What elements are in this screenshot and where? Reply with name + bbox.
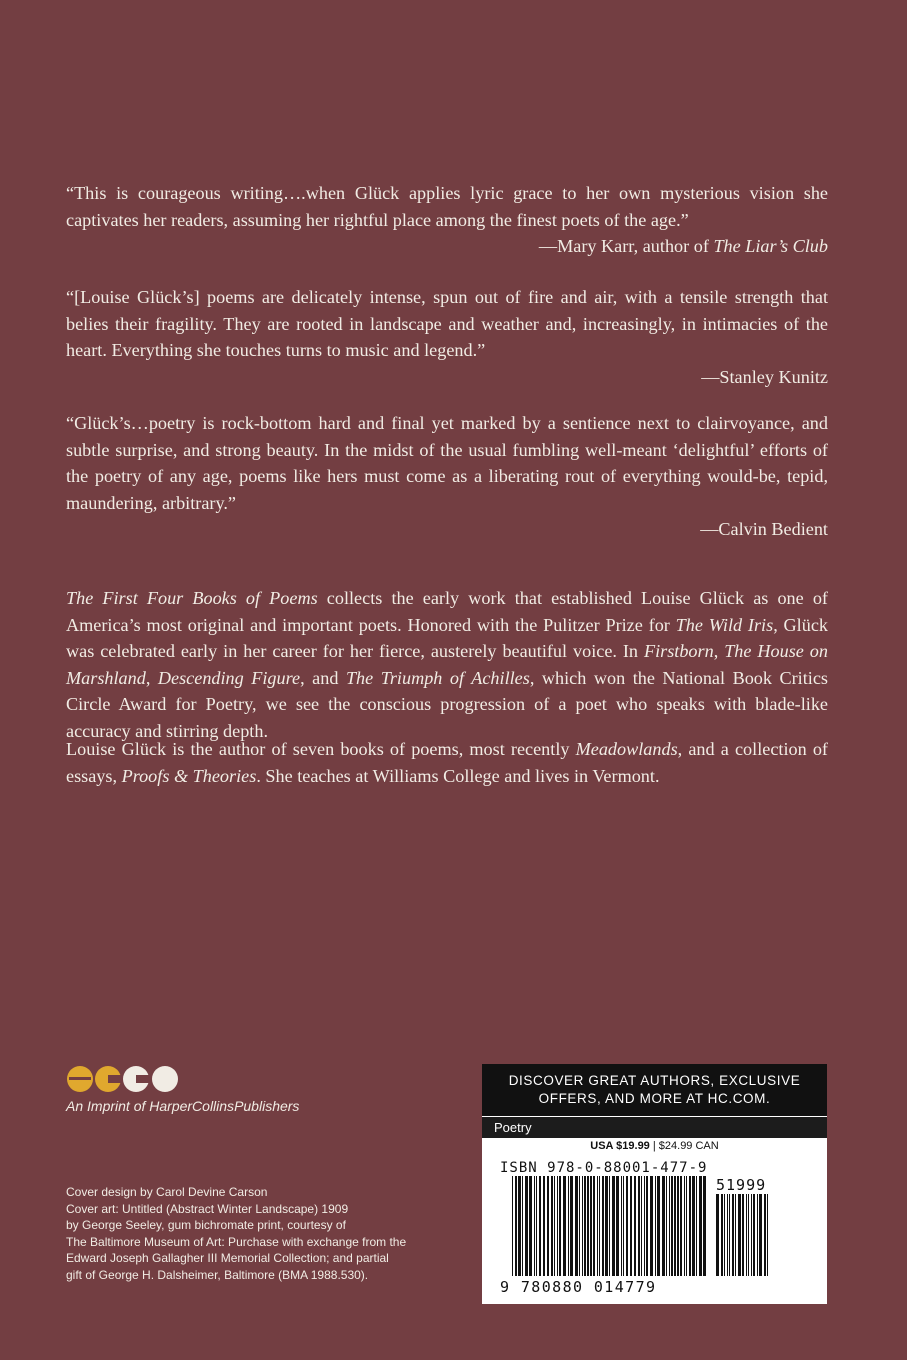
barcode-bar [757, 1194, 758, 1276]
promo-banner [482, 1064, 827, 1116]
barcode-bar [605, 1176, 608, 1276]
barcode-bar [767, 1194, 768, 1276]
book-title: Proofs & Theories [121, 765, 257, 786]
book-description [66, 585, 828, 744]
isbn-label: ISBN 978-0-88001-477-9 [500, 1160, 708, 1176]
barcode-bar [753, 1194, 755, 1276]
barcode-bar [599, 1176, 600, 1276]
barcode-bar [609, 1176, 610, 1276]
quote-text: “[Louise Glück’s] poems are delicately intense, spun out of fire and air, with a tensile strength that belies their fragility. They are rooted in landscape and weather and, increasingly, in intimacies of the heart. Everything she touches turns to music and legend.” [66, 287, 828, 360]
barcode-bar [568, 1176, 569, 1276]
barcode-bar [641, 1176, 642, 1276]
imprint-text: An Imprint of HarperCollins [66, 1098, 235, 1114]
barcode-bar [547, 1176, 549, 1276]
barcode-bar [584, 1176, 586, 1276]
addon-barcode [716, 1194, 772, 1276]
ecco-logo [66, 1064, 182, 1094]
ean-digits: 9 780880 014779 [500, 1278, 657, 1296]
barcode-bar [518, 1176, 521, 1276]
barcode-bar [746, 1194, 747, 1276]
barcode-bar [684, 1176, 685, 1276]
description-paragraph [66, 585, 828, 744]
barcode-bar [689, 1176, 691, 1276]
barcode-bar [764, 1194, 766, 1276]
barcode-bar [543, 1176, 545, 1276]
barcode-bar [666, 1176, 667, 1276]
barcode-bar [587, 1176, 589, 1276]
barcode-bar [738, 1194, 741, 1276]
book-title: Descending Figure [157, 667, 301, 688]
barcode-bar [515, 1176, 517, 1276]
barcode-bar [692, 1176, 695, 1276]
barcode-bar [551, 1176, 553, 1276]
bio-text: . She teaches at Williams College and lives in Vermont. [256, 765, 660, 786]
bio-text: Louise Glück is the author of seven books of poems, most recently [66, 739, 576, 759]
barcode-bar [634, 1176, 636, 1276]
barcode-bar [579, 1176, 580, 1276]
barcode-bar [593, 1176, 595, 1276]
barcode-bar [716, 1194, 719, 1276]
quote-text: “Glück’s…poetry is rock-bottom hard and final yet marked by a sentience next to clairvoyance, and subtle surprise, and strong beauty. In the midst of the usual fumbling well-meant ‘delightful’ efforts of the poetry of any age, poems like hers must come as a liberating rout of everything would-be, tepid, maundering, arbitrary.” [66, 413, 828, 513]
barcode-bar [534, 1176, 535, 1276]
attribution-book-title: The Liar’s Club [713, 236, 828, 256]
barcode-bar [563, 1176, 566, 1276]
barcode-bar [669, 1176, 670, 1276]
barcode-bar [729, 1194, 730, 1276]
bio-paragraph [66, 736, 828, 789]
bio-text: , and a collection of essays, [66, 739, 828, 786]
credit-line: Cover art: Untitled (Abstract Winter Landscape) 1909 [66, 1201, 349, 1216]
imprint-publishers: Publishers [234, 1098, 300, 1114]
barcode-bar [570, 1176, 573, 1276]
barcode-bar [602, 1176, 604, 1276]
description-text: , [145, 667, 158, 688]
quote-stanley-kunitz [66, 284, 828, 390]
quote-calvin-bedient [66, 410, 828, 543]
barcode-bar [655, 1176, 656, 1276]
barcode-bar [638, 1176, 640, 1276]
barcode-bar [703, 1176, 706, 1276]
quote-attribution: —Calvin Bedient [700, 519, 828, 539]
barcode-bar [626, 1176, 628, 1276]
description-text: , [713, 641, 725, 661]
barcode-bar [557, 1176, 558, 1276]
barcode-bar [646, 1176, 648, 1276]
ecco-logo-icon [66, 1064, 182, 1094]
barcode-bar [680, 1176, 682, 1276]
barcode-bar [536, 1176, 537, 1276]
credit-line: gift of George H. Dalsheimer, Baltimore (BMA 1988.530). [66, 1267, 369, 1282]
promo-line: DISCOVER GREAT AUTHORS, EXCLUSIVE [508, 1073, 801, 1088]
credit-line: Cover design by Carol Devine Carson [66, 1185, 268, 1199]
barcode-bar [554, 1176, 555, 1276]
quote-attribution [66, 233, 828, 260]
barcode-bar [751, 1194, 752, 1276]
book-title: Firstborn [643, 641, 714, 661]
barcode-bar [657, 1176, 660, 1276]
book-title: The Wild Iris [675, 614, 774, 635]
barcode-bar [512, 1176, 513, 1276]
barcode-bar [674, 1176, 676, 1276]
price-usa: USA $19.99 [590, 1140, 650, 1152]
barcode-panel [482, 1064, 827, 1304]
category-label: Poetry [482, 1116, 827, 1138]
barcode-bar [525, 1176, 528, 1276]
barcode-bar [559, 1176, 561, 1276]
barcode-bar [590, 1176, 592, 1276]
barcode-bar [630, 1176, 632, 1276]
book-title: The Triumph of Achilles [345, 667, 530, 688]
description-text: , Glück was celebrated early in her career for her fierce, austerely beautiful voice. In [66, 614, 828, 661]
book-title: The First Four Books of Poems [66, 588, 318, 608]
barcode-bar [671, 1176, 673, 1276]
price-line [482, 1138, 827, 1152]
attribution-name: —Mary Karr, author of [538, 236, 714, 256]
barcode-bar [623, 1176, 624, 1276]
ean-barcode [512, 1176, 708, 1276]
barcode-bar [662, 1176, 665, 1276]
quote-mary-karr [66, 180, 828, 260]
credit-line: The Baltimore Museum of Art: Purchase with exchange from the [66, 1234, 407, 1249]
imprint-line [66, 1098, 299, 1114]
quote-attribution: —Stanley Kunitz [701, 366, 828, 387]
book-title: Meadowlands [575, 739, 678, 759]
barcode-bar [539, 1176, 541, 1276]
barcode-bar [529, 1176, 532, 1276]
price-can: | $24.99 CAN [649, 1140, 719, 1152]
barcode-bar [677, 1176, 679, 1276]
cover-credits [66, 1184, 466, 1284]
barcode-bar [759, 1194, 762, 1276]
barcode-bar [732, 1194, 734, 1276]
book-title: The House on Marshland [66, 641, 828, 688]
barcode-bar [686, 1176, 687, 1276]
barcode-bar [597, 1176, 598, 1276]
barcode-bar [644, 1176, 645, 1276]
promo-line: OFFERS, AND MORE AT HC.COM. [538, 1091, 771, 1106]
description-text: collects the early work that established Louise Glück as one of America’s most original and important poets. Honored with the Pulitzer Prize for [66, 588, 828, 635]
barcode-bar [699, 1176, 702, 1276]
quote-text: “This is courageous writing….when Glück applies lyric grace to her own mysterious vision she captivates her readers, assuming her rightful place among the finest poets of the age.” [66, 183, 828, 230]
barcode-bar [748, 1194, 749, 1276]
barcode-bar [727, 1194, 728, 1276]
barcode-bar [735, 1194, 736, 1276]
barcode-bar [650, 1176, 653, 1276]
barcode-bar [575, 1176, 578, 1276]
barcode-bar [621, 1176, 622, 1276]
description-text: , and [300, 667, 346, 688]
barcode-bar [522, 1176, 523, 1276]
credit-line: Edward Joseph Gallagher III Memorial Collection; and partial [66, 1251, 389, 1266]
barcode-bar [696, 1176, 697, 1276]
author-bio [66, 736, 828, 789]
credit-line: by George Seeley, gum bichromate print, courtesy of [66, 1218, 346, 1233]
barcode-bar [616, 1176, 619, 1276]
description-text: , which won the National Book Critics Circle Award for Poetry, we see the conscious progression of a poet who speaks with blade-like accuracy and stirring depth. [66, 667, 828, 741]
barcode-bar [742, 1194, 744, 1276]
addon-code: 51999 [716, 1176, 767, 1194]
barcode-bar [582, 1176, 583, 1276]
barcode-bar [612, 1176, 615, 1276]
barcode-bar [724, 1194, 725, 1276]
barcode-bar [721, 1194, 723, 1276]
